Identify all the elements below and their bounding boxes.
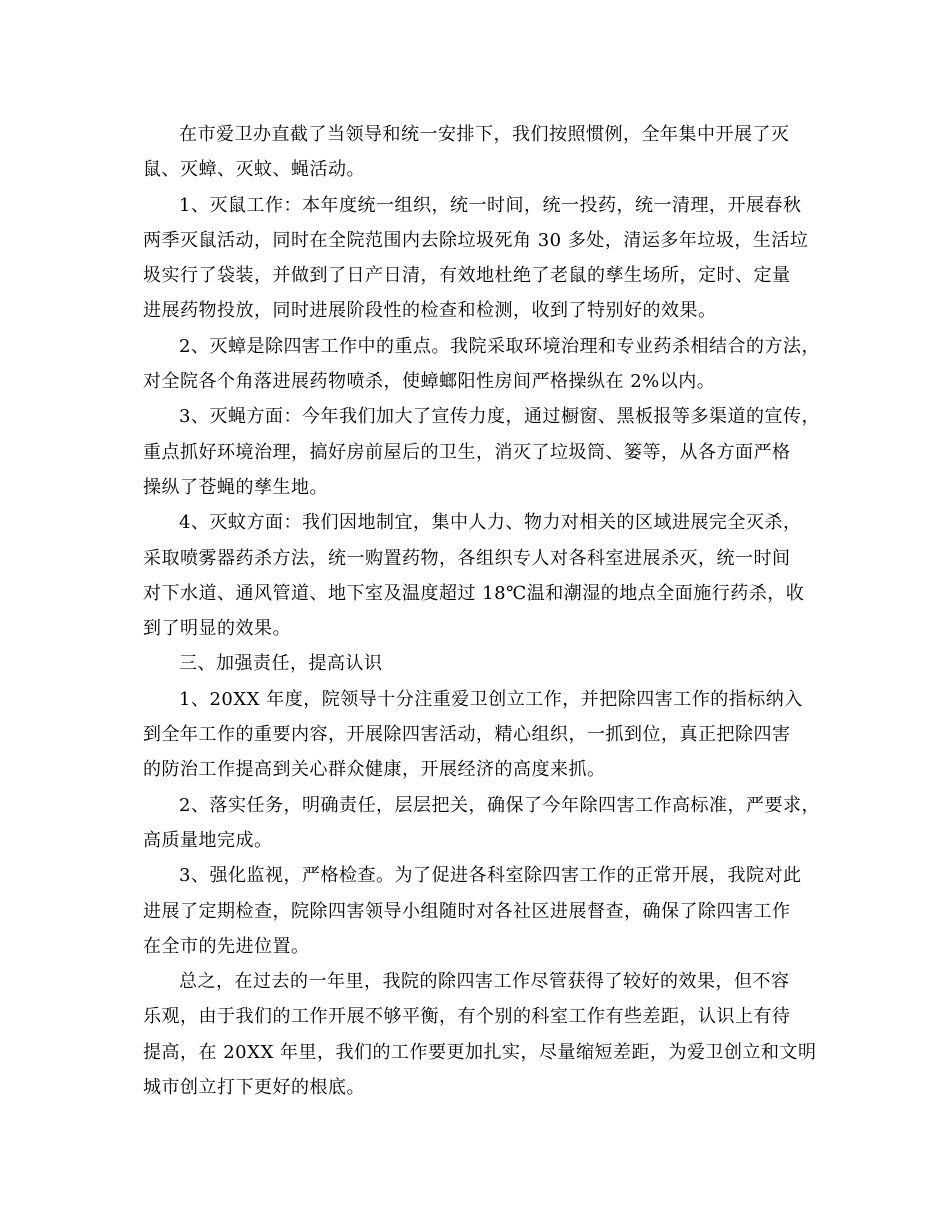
text-line: 鼠、灭蟑、灭蚊、蝇活动。: [143, 159, 365, 181]
text-line: 提高，在 20XX 年里，我们的工作要更加扎实，尽量缩短差距，为爱卫创立和文明: [143, 1041, 817, 1063]
text-line: 到了明显的效果。: [143, 618, 291, 640]
text-line: 2、灭蟑是除四害工作中的重点。我院采取环境治理和专业药杀相结合的方法，: [179, 335, 820, 357]
text-line: 总之，在过去的一年里，我院的除四害工作尽管获得了较好的效果，但不容: [179, 971, 790, 993]
paragraph-summary: [143, 964, 833, 1105]
paragraph-intro: [143, 117, 833, 188]
text-line: 圾实行了袋装，并做到了日产日清，有效地杜绝了老鼠的孳生场所，定时、定量: [143, 265, 791, 287]
heading-line: 三、加强责任，提高认识: [179, 653, 383, 675]
text-line: 进展药物投放，同时进展阶段性的检查和检测，收到了特别好的效果。: [143, 300, 717, 322]
text-line: 重点抓好环境治理，搞好房前屋后的卫生，消灭了垃圾筒、篓等，从各方面严格: [143, 441, 791, 463]
text-line: 到全年工作的重要内容，开展除四害活动，精心组织，一抓到位，真正把除四害: [143, 724, 791, 746]
text-line: 两季灭鼠活动，同时在全院范围内去除垃圾死角 30 多处，清运多年垃圾，生活垃: [143, 229, 809, 251]
text-line: 进展了定期检查，院除四害领导小组随时对各社区进展督查，确保了除四害工作: [143, 900, 791, 922]
text-line: 操纵了苍蝇的孳生地。: [143, 476, 328, 498]
text-line: 的防治工作提高到关心群众健康，开展经济的高度来抓。: [143, 759, 606, 781]
paragraph-cockroach-control: [143, 329, 833, 400]
text-line: 3、灭蝇方面：今年我们加大了宣传力度，通过橱窗、黑板报等多渠道的宣传，: [179, 406, 820, 428]
text-line: 1、灭鼠工作：本年度统一组织，统一时间，统一投药，统一清理，开展春秋: [179, 194, 802, 216]
paragraph-mosquito-control: [143, 505, 833, 646]
paragraph-rat-control: [143, 188, 833, 329]
text-line: 在市爱卫办直截了当领导和统一安排下，我们按照惯例，全年集中开展了灭: [179, 124, 790, 145]
paragraph-fly-control: [143, 399, 833, 505]
text-line: 城市创立打下更好的根底。: [143, 1077, 365, 1099]
paragraph-item-2: [143, 788, 833, 859]
text-line: 4、灭蚊方面：我们因地制宜，集中人力、物力对相关的区域进展完全灭杀，: [179, 512, 802, 534]
text-line: 高质量地完成。: [143, 829, 273, 851]
text-line: 3、强化监视，严格检查。为了促进各科室除四害工作的正常开展，我院对此: [179, 865, 802, 887]
text-line: 对下水道、通风管道、地下室及温度超过 18℃温和潮湿的地点全面施行药杀，收: [143, 582, 805, 604]
text-line: 对全院各个角落进展药物喷杀，使蟑螂阳性房间严格操纵在 2%以内。: [143, 371, 716, 393]
text-line: 采取喷雾器药杀方法，统一购置药物，各组织专人对各科室进展杀灭，统一时间: [143, 547, 791, 569]
text-line: 乐观，由于我们的工作开展不够平衡，有个别的科室工作有些差距，认识上有待: [143, 1006, 791, 1028]
text-line: 在全市的先进位置。: [143, 935, 310, 957]
section-heading: [143, 646, 833, 681]
paragraph-item-1: [143, 682, 833, 788]
document-body: [143, 117, 833, 1105]
text-line: 1、20XX 年度，院领导十分注重爱卫创立工作，并把除四害工作的指标纳入: [179, 688, 803, 710]
text-line: 2、落实任务，明确责任，层层把关，确保了今年除四害工作高标准，严要求，: [179, 794, 820, 816]
paragraph-item-3: [143, 858, 833, 964]
